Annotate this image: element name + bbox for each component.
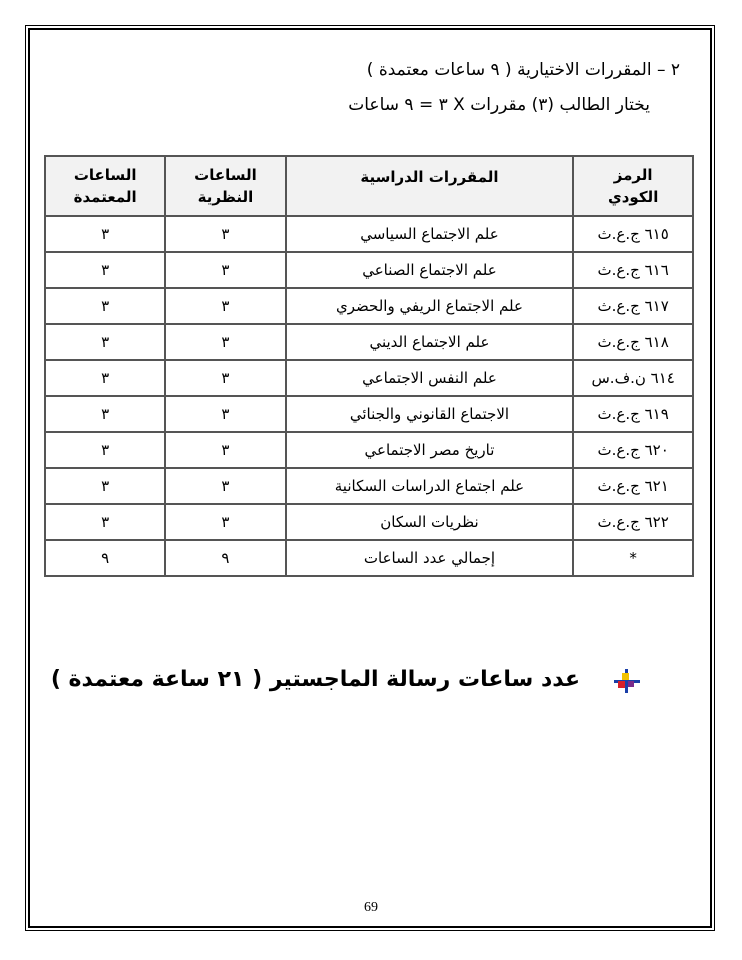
- cell-course: علم الاجتماع الديني: [286, 324, 574, 360]
- header-theory-line2: النظرية: [197, 188, 254, 206]
- header-code: [573, 156, 693, 216]
- cell-code: ٦٢١ ج.ع.ث: [573, 468, 693, 504]
- cell-code: ٦١٧ ج.ع.ث: [573, 288, 693, 324]
- table-row: [45, 504, 693, 540]
- cell-code: ٦٢٢ ج.ع.ث: [573, 504, 693, 540]
- header-code-line2: الكودي: [607, 188, 659, 206]
- table-row: [45, 360, 693, 396]
- cell-theory: ٣: [165, 252, 285, 288]
- courses-table: [44, 155, 694, 577]
- cell-course: علم النفس الاجتماعي: [286, 360, 574, 396]
- table-row: [45, 468, 693, 504]
- cell-theory: ٣: [165, 504, 285, 540]
- cell-course: علم الاجتماع السياسي: [286, 216, 574, 252]
- cell-code: ٦١٦ ج.ع.ث: [573, 252, 693, 288]
- header-credit-line1: الساعات: [73, 166, 137, 184]
- cell-code: ٦١٩ ج.ع.ث: [573, 396, 693, 432]
- header-code-line1: الرمز: [613, 166, 653, 184]
- cell-code: ٦١٥ ج.ع.ث: [573, 216, 693, 252]
- table-header-row: [45, 156, 693, 216]
- cell-credit: ٣: [45, 252, 165, 288]
- header-theory-line1: الساعات: [194, 166, 257, 184]
- cell-credit: ٣: [45, 396, 165, 432]
- total-label: إجمالي عدد الساعات: [286, 540, 574, 576]
- cell-credit: ٣: [45, 360, 165, 396]
- table-row: [45, 324, 693, 360]
- cell-course: الاجتماع القانوني والجنائي: [286, 396, 574, 432]
- header-course-label: المقررات الدراسية: [360, 168, 499, 186]
- cell-credit: ٣: [45, 216, 165, 252]
- page-number: 69: [364, 900, 378, 915]
- table-total-row: [45, 540, 693, 576]
- header-course: [286, 156, 574, 216]
- cell-course: علم الاجتماع الصناعي: [286, 252, 574, 288]
- cell-theory: ٣: [165, 288, 285, 324]
- cell-theory: ٣: [165, 360, 285, 396]
- total-code: *: [573, 540, 693, 576]
- cell-theory: ٣: [165, 216, 285, 252]
- cell-theory: ٣: [165, 432, 285, 468]
- table-row: [45, 288, 693, 324]
- cell-credit: ٣: [45, 432, 165, 468]
- header-credit: [45, 156, 165, 216]
- cell-credit: ٣: [45, 504, 165, 540]
- table-row: [45, 432, 693, 468]
- cell-course: نظريات السكان: [286, 504, 574, 540]
- header-theory: [165, 156, 285, 216]
- table-row: [45, 252, 693, 288]
- cell-credit: ٣: [45, 324, 165, 360]
- header-credit-line2: المعتمدة: [73, 188, 137, 206]
- cell-course: تاريخ مصر الاجتماعي: [286, 432, 574, 468]
- cell-theory: ٣: [165, 324, 285, 360]
- cell-code: ٦١٨ ج.ع.ث: [573, 324, 693, 360]
- cell-code: ٦١٤ ن.ف.س: [573, 360, 693, 396]
- cell-theory: ٣: [165, 396, 285, 432]
- cell-code: ٦٢٠ ج.ع.ث: [573, 432, 693, 468]
- cell-course: علم اجتماع الدراسات السكانية: [286, 468, 574, 504]
- cell-theory: ٣: [165, 468, 285, 504]
- cell-credit: ٣: [45, 468, 165, 504]
- section-title: ٢ – المقررات الاختيارية ( ٩ ساعات معتمدة ): [366, 60, 680, 80]
- cell-course: علم الاجتماع الريفي والحضري: [286, 288, 574, 324]
- magister-hours-note: عدد ساعات رسالة الماجستير ( ٢١ ساعة معتمدة ): [50, 667, 580, 692]
- section-subtitle: يختار الطالب (٣) مقررات X ٣ = ٩ ساعات: [348, 95, 650, 115]
- total-theory: ٩: [165, 540, 285, 576]
- cell-credit: ٣: [45, 288, 165, 324]
- table-row: [45, 216, 693, 252]
- table-row: [45, 396, 693, 432]
- total-credit: ٩: [45, 540, 165, 576]
- cross-bullet-icon: [612, 668, 642, 694]
